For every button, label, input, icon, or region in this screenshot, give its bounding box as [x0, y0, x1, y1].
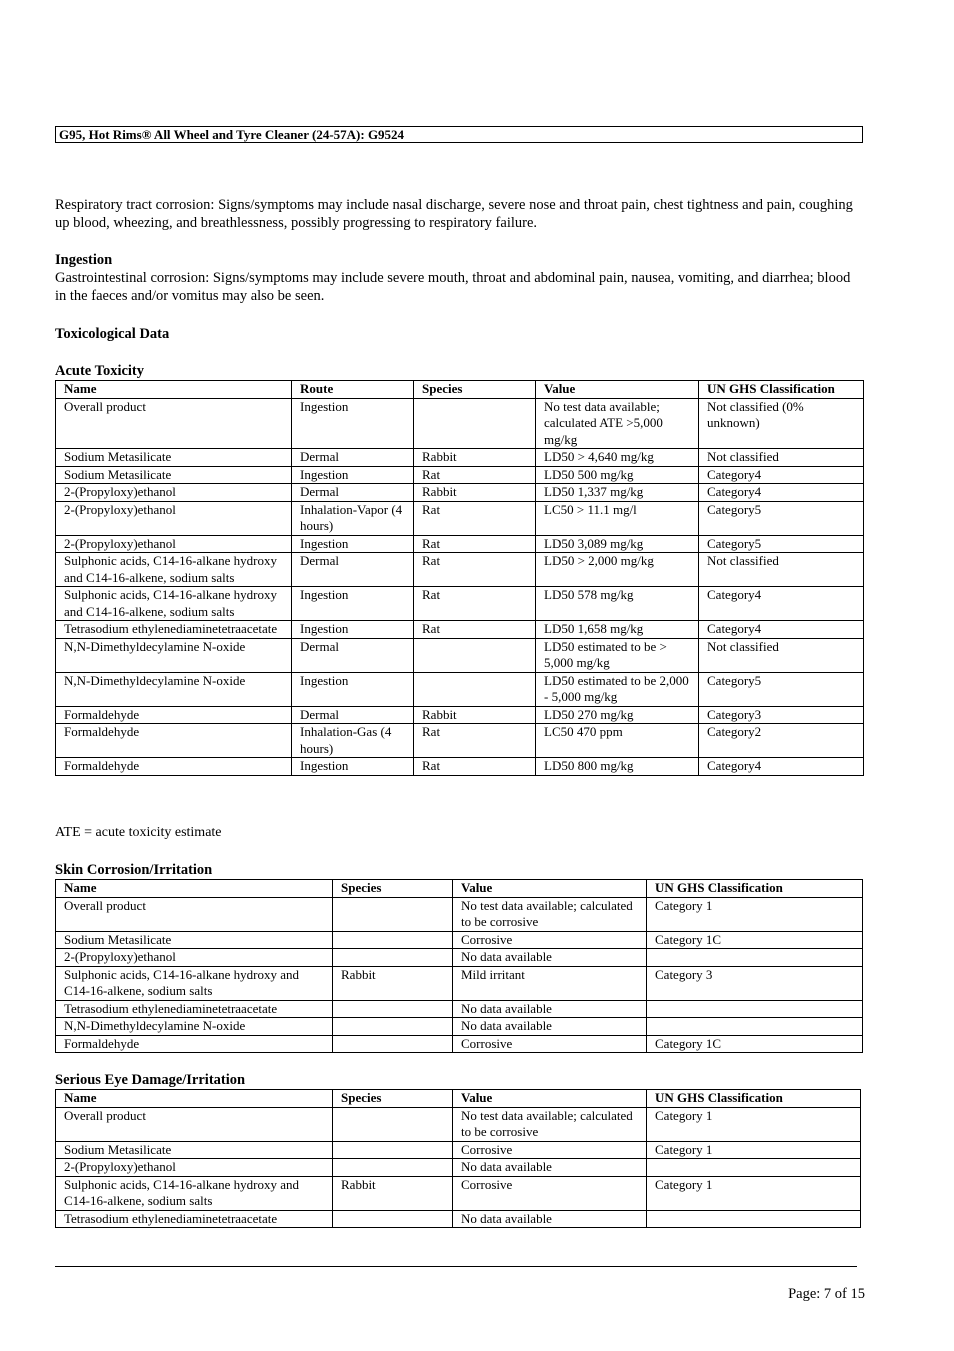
- acute-toxicity-heading: Acute Toxicity: [55, 363, 145, 379]
- table-cell: LD50 500 mg/kg: [536, 466, 699, 484]
- column-header: Value: [536, 381, 699, 399]
- respiratory-paragraph: Respiratory tract corrosion: Signs/symptoms may include nasal discharge, severe nose and throat pain, chest tightness and pain, coughing up blood, wheezing, and breathlessness, possibly progressing to respiratory failure.: [55, 197, 853, 231]
- column-header: Value: [453, 1090, 647, 1108]
- table-cell: No data available: [453, 1000, 647, 1018]
- table-cell: 2-(Propyloxy)ethanol: [56, 535, 292, 553]
- table-cell: LD50 > 2,000 mg/kg: [536, 553, 699, 587]
- table-cell: Category 1: [647, 897, 863, 931]
- column-header: Name: [56, 381, 292, 399]
- table-row: [56, 949, 863, 967]
- table-cell: Category5: [699, 535, 864, 553]
- table-row: [56, 1107, 861, 1141]
- table-cell: [647, 949, 863, 967]
- table-cell: Rat: [414, 621, 536, 639]
- column-header: Name: [56, 880, 333, 898]
- table-cell: Sulphonic acids, C14-16-alkane hydroxy and C14-16-alkene, sodium salts: [56, 587, 292, 621]
- table-cell: Sulphonic acids, C14-16-alkane hydroxy and C14-16-alkene, sodium salts: [56, 553, 292, 587]
- table-cell: N,N-Dimethyldecylamine N-oxide: [56, 1018, 333, 1036]
- table-cell: Category5: [699, 501, 864, 535]
- toxicological-data-heading: Toxicological Data: [55, 326, 170, 342]
- table-cell: Corrosive: [453, 1176, 647, 1210]
- table-cell: N,N-Dimethyldecylamine N-oxide: [56, 638, 292, 672]
- table-cell: Category 1C: [647, 931, 863, 949]
- table-cell: Sodium Metasilicate: [56, 449, 292, 467]
- table-row: [56, 535, 864, 553]
- table-cell: Formaldehyde: [56, 758, 292, 776]
- table-row: [56, 1018, 863, 1036]
- table-cell: Dermal: [292, 553, 414, 587]
- table-cell: Category 3: [647, 966, 863, 1000]
- table-cell: Tetrasodium ethylenediaminetetraacetate: [56, 1000, 333, 1018]
- table-cell: Ingestion: [292, 587, 414, 621]
- table-cell: Tetrasodium ethylenediaminetetraacetate: [56, 621, 292, 639]
- table-cell: [414, 672, 536, 706]
- table-row: [56, 587, 864, 621]
- table-cell: Corrosive: [453, 1141, 647, 1159]
- ingestion-heading: Ingestion: [55, 252, 113, 268]
- table-cell: 2-(Propyloxy)ethanol: [56, 484, 292, 502]
- table-cell: Ingestion: [292, 466, 414, 484]
- table-cell: Rat: [414, 724, 536, 758]
- table-row: [56, 724, 864, 758]
- column-header: UN GHS Classification: [647, 880, 863, 898]
- table-cell: Not classified (0% unknown): [699, 398, 864, 449]
- table-cell: LD50 > 4,640 mg/kg: [536, 449, 699, 467]
- table-cell: LD50 1,658 mg/kg: [536, 621, 699, 639]
- table-cell: Rat: [414, 466, 536, 484]
- footer-divider: [55, 1266, 857, 1267]
- table-cell: Rabbit: [414, 706, 536, 724]
- table-cell: Rat: [414, 501, 536, 535]
- table-cell: Category 1C: [647, 1035, 863, 1053]
- table-row: [56, 1210, 861, 1228]
- table-cell: Rabbit: [333, 966, 453, 1000]
- table-cell: No data available: [453, 1018, 647, 1036]
- table-cell: Category2: [699, 724, 864, 758]
- table-header-row: [56, 381, 864, 399]
- table-cell: Category4: [699, 621, 864, 639]
- table-cell: [333, 1210, 453, 1228]
- table-row: [56, 931, 863, 949]
- table-cell: [333, 1107, 453, 1141]
- table-cell: Corrosive: [453, 931, 647, 949]
- column-header: UN GHS Classification: [647, 1090, 861, 1108]
- table-cell: Sodium Metasilicate: [56, 466, 292, 484]
- table-cell: N,N-Dimethyldecylamine N-oxide: [56, 672, 292, 706]
- table-cell: LD50 800 mg/kg: [536, 758, 699, 776]
- table-cell: 2-(Propyloxy)ethanol: [56, 501, 292, 535]
- table-cell: LD50 3,089 mg/kg: [536, 535, 699, 553]
- table-cell: [414, 638, 536, 672]
- table-cell: No test data available; calculated to be corrosive: [453, 897, 647, 931]
- table-row: [56, 966, 863, 1000]
- table-header-row: [56, 880, 863, 898]
- table-cell: No test data available; calculated to be corrosive: [453, 1107, 647, 1141]
- page-number: Page: 7 of 15: [788, 1286, 865, 1302]
- column-header: Name: [56, 1090, 333, 1108]
- table-cell: [414, 398, 536, 449]
- table-cell: LD50 270 mg/kg: [536, 706, 699, 724]
- skin-corrosion-table: [55, 879, 863, 1053]
- table-cell: Ingestion: [292, 535, 414, 553]
- table-cell: Inhalation-Vapor (4 hours): [292, 501, 414, 535]
- table-cell: Sulphonic acids, C14-16-alkane hydroxy and C14-16-alkene, sodium salts: [56, 1176, 333, 1210]
- table-row: [56, 758, 864, 776]
- table-cell: Dermal: [292, 638, 414, 672]
- acute-toxicity-table: [55, 380, 864, 776]
- table-cell: Formaldehyde: [56, 724, 292, 758]
- table-row: [56, 1159, 861, 1177]
- column-header: Value: [453, 880, 647, 898]
- table-row: [56, 638, 864, 672]
- table-row: [56, 466, 864, 484]
- table-cell: [647, 1018, 863, 1036]
- column-header: Species: [333, 880, 453, 898]
- table-row: [56, 553, 864, 587]
- table-cell: Tetrasodium ethylenediaminetetraacetate: [56, 1210, 333, 1228]
- table-cell: Category 1: [647, 1107, 861, 1141]
- ingestion-paragraph: Gastrointestinal corrosion: Signs/symptoms may include severe mouth, throat and abdominal pain, nausea, vomiting, and diarrhea; blood in the faeces and/or vomitus may also be seen.: [55, 270, 851, 304]
- table-row: [56, 449, 864, 467]
- table-cell: Category5: [699, 672, 864, 706]
- table-cell: Sodium Metasilicate: [56, 931, 333, 949]
- table-cell: Formaldehyde: [56, 706, 292, 724]
- table-row: [56, 1141, 861, 1159]
- table-cell: Mild irritant: [453, 966, 647, 1000]
- table-cell: Not classified: [699, 553, 864, 587]
- table-cell: [333, 1018, 453, 1036]
- table-cell: Not classified: [699, 449, 864, 467]
- table-cell: Ingestion: [292, 621, 414, 639]
- table-row: [56, 398, 864, 449]
- table-cell: Ingestion: [292, 672, 414, 706]
- table-cell: [333, 1141, 453, 1159]
- table-cell: [333, 1159, 453, 1177]
- table-row: [56, 706, 864, 724]
- table-row: [56, 1035, 863, 1053]
- table-cell: Category4: [699, 758, 864, 776]
- table-cell: Category4: [699, 466, 864, 484]
- table-cell: Ingestion: [292, 758, 414, 776]
- table-cell: Rat: [414, 758, 536, 776]
- eye-damage-table: [55, 1089, 861, 1228]
- table-row: [56, 1000, 863, 1018]
- table-cell: Overall product: [56, 398, 292, 449]
- table-cell: Category3: [699, 706, 864, 724]
- ate-note: ATE = acute toxicity estimate: [55, 825, 222, 840]
- table-cell: No data available: [453, 1159, 647, 1177]
- table-cell: LC50 > 11.1 mg/l: [536, 501, 699, 535]
- table-cell: LD50 1,337 mg/kg: [536, 484, 699, 502]
- table-cell: LC50 470 ppm: [536, 724, 699, 758]
- table-cell: Category 1: [647, 1176, 861, 1210]
- table-cell: Rat: [414, 587, 536, 621]
- table-cell: [647, 1000, 863, 1018]
- table-cell: Overall product: [56, 1107, 333, 1141]
- table-cell: Rat: [414, 535, 536, 553]
- table-row: [56, 621, 864, 639]
- table-cell: LD50 estimated to be > 5,000 mg/kg: [536, 638, 699, 672]
- table-cell: No test data available; calculated ATE >5,000 mg/kg: [536, 398, 699, 449]
- table-cell: [647, 1159, 861, 1177]
- table-cell: LD50 estimated to be 2,000 - 5,000 mg/kg: [536, 672, 699, 706]
- table-cell: Sodium Metasilicate: [56, 1141, 333, 1159]
- column-header: Route: [292, 381, 414, 399]
- table-header-row: [56, 1090, 861, 1108]
- table-cell: Category4: [699, 587, 864, 621]
- table-cell: No data available: [453, 1210, 647, 1228]
- table-cell: Category4: [699, 484, 864, 502]
- table-row: [56, 672, 864, 706]
- table-cell: Inhalation-Gas (4 hours): [292, 724, 414, 758]
- table-cell: [333, 1035, 453, 1053]
- table-cell: Sulphonic acids, C14-16-alkane hydroxy and C14-16-alkene, sodium salts: [56, 966, 333, 1000]
- table-cell: Rabbit: [414, 449, 536, 467]
- column-header: Species: [414, 381, 536, 399]
- table-cell: 2-(Propyloxy)ethanol: [56, 949, 333, 967]
- document-header: G95, Hot Rims® All Wheel and Tyre Cleaner (24-57A): G9524: [55, 126, 863, 143]
- column-header: Species: [333, 1090, 453, 1108]
- table-cell: LD50 578 mg/kg: [536, 587, 699, 621]
- table-cell: [333, 897, 453, 931]
- table-row: [56, 484, 864, 502]
- table-cell: Not classified: [699, 638, 864, 672]
- table-cell: [333, 1000, 453, 1018]
- table-cell: Rabbit: [333, 1176, 453, 1210]
- table-cell: Overall product: [56, 897, 333, 931]
- table-cell: Dermal: [292, 706, 414, 724]
- column-header: UN GHS Classification: [699, 381, 864, 399]
- table-cell: Dermal: [292, 484, 414, 502]
- table-cell: 2-(Propyloxy)ethanol: [56, 1159, 333, 1177]
- skin-corrosion-heading: Skin Corrosion/Irritation: [55, 862, 213, 878]
- table-row: [56, 897, 863, 931]
- table-cell: Rabbit: [414, 484, 536, 502]
- table-row: [56, 501, 864, 535]
- eye-damage-heading: Serious Eye Damage/Irritation: [55, 1072, 246, 1088]
- table-cell: Ingestion: [292, 398, 414, 449]
- table-cell: Rat: [414, 553, 536, 587]
- table-cell: Category 1: [647, 1141, 861, 1159]
- table-cell: [333, 949, 453, 967]
- table-row: [56, 1176, 861, 1210]
- table-cell: [333, 931, 453, 949]
- table-cell: Formaldehyde: [56, 1035, 333, 1053]
- table-cell: No data available: [453, 949, 647, 967]
- table-cell: Dermal: [292, 449, 414, 467]
- table-cell: [647, 1210, 861, 1228]
- table-cell: Corrosive: [453, 1035, 647, 1053]
